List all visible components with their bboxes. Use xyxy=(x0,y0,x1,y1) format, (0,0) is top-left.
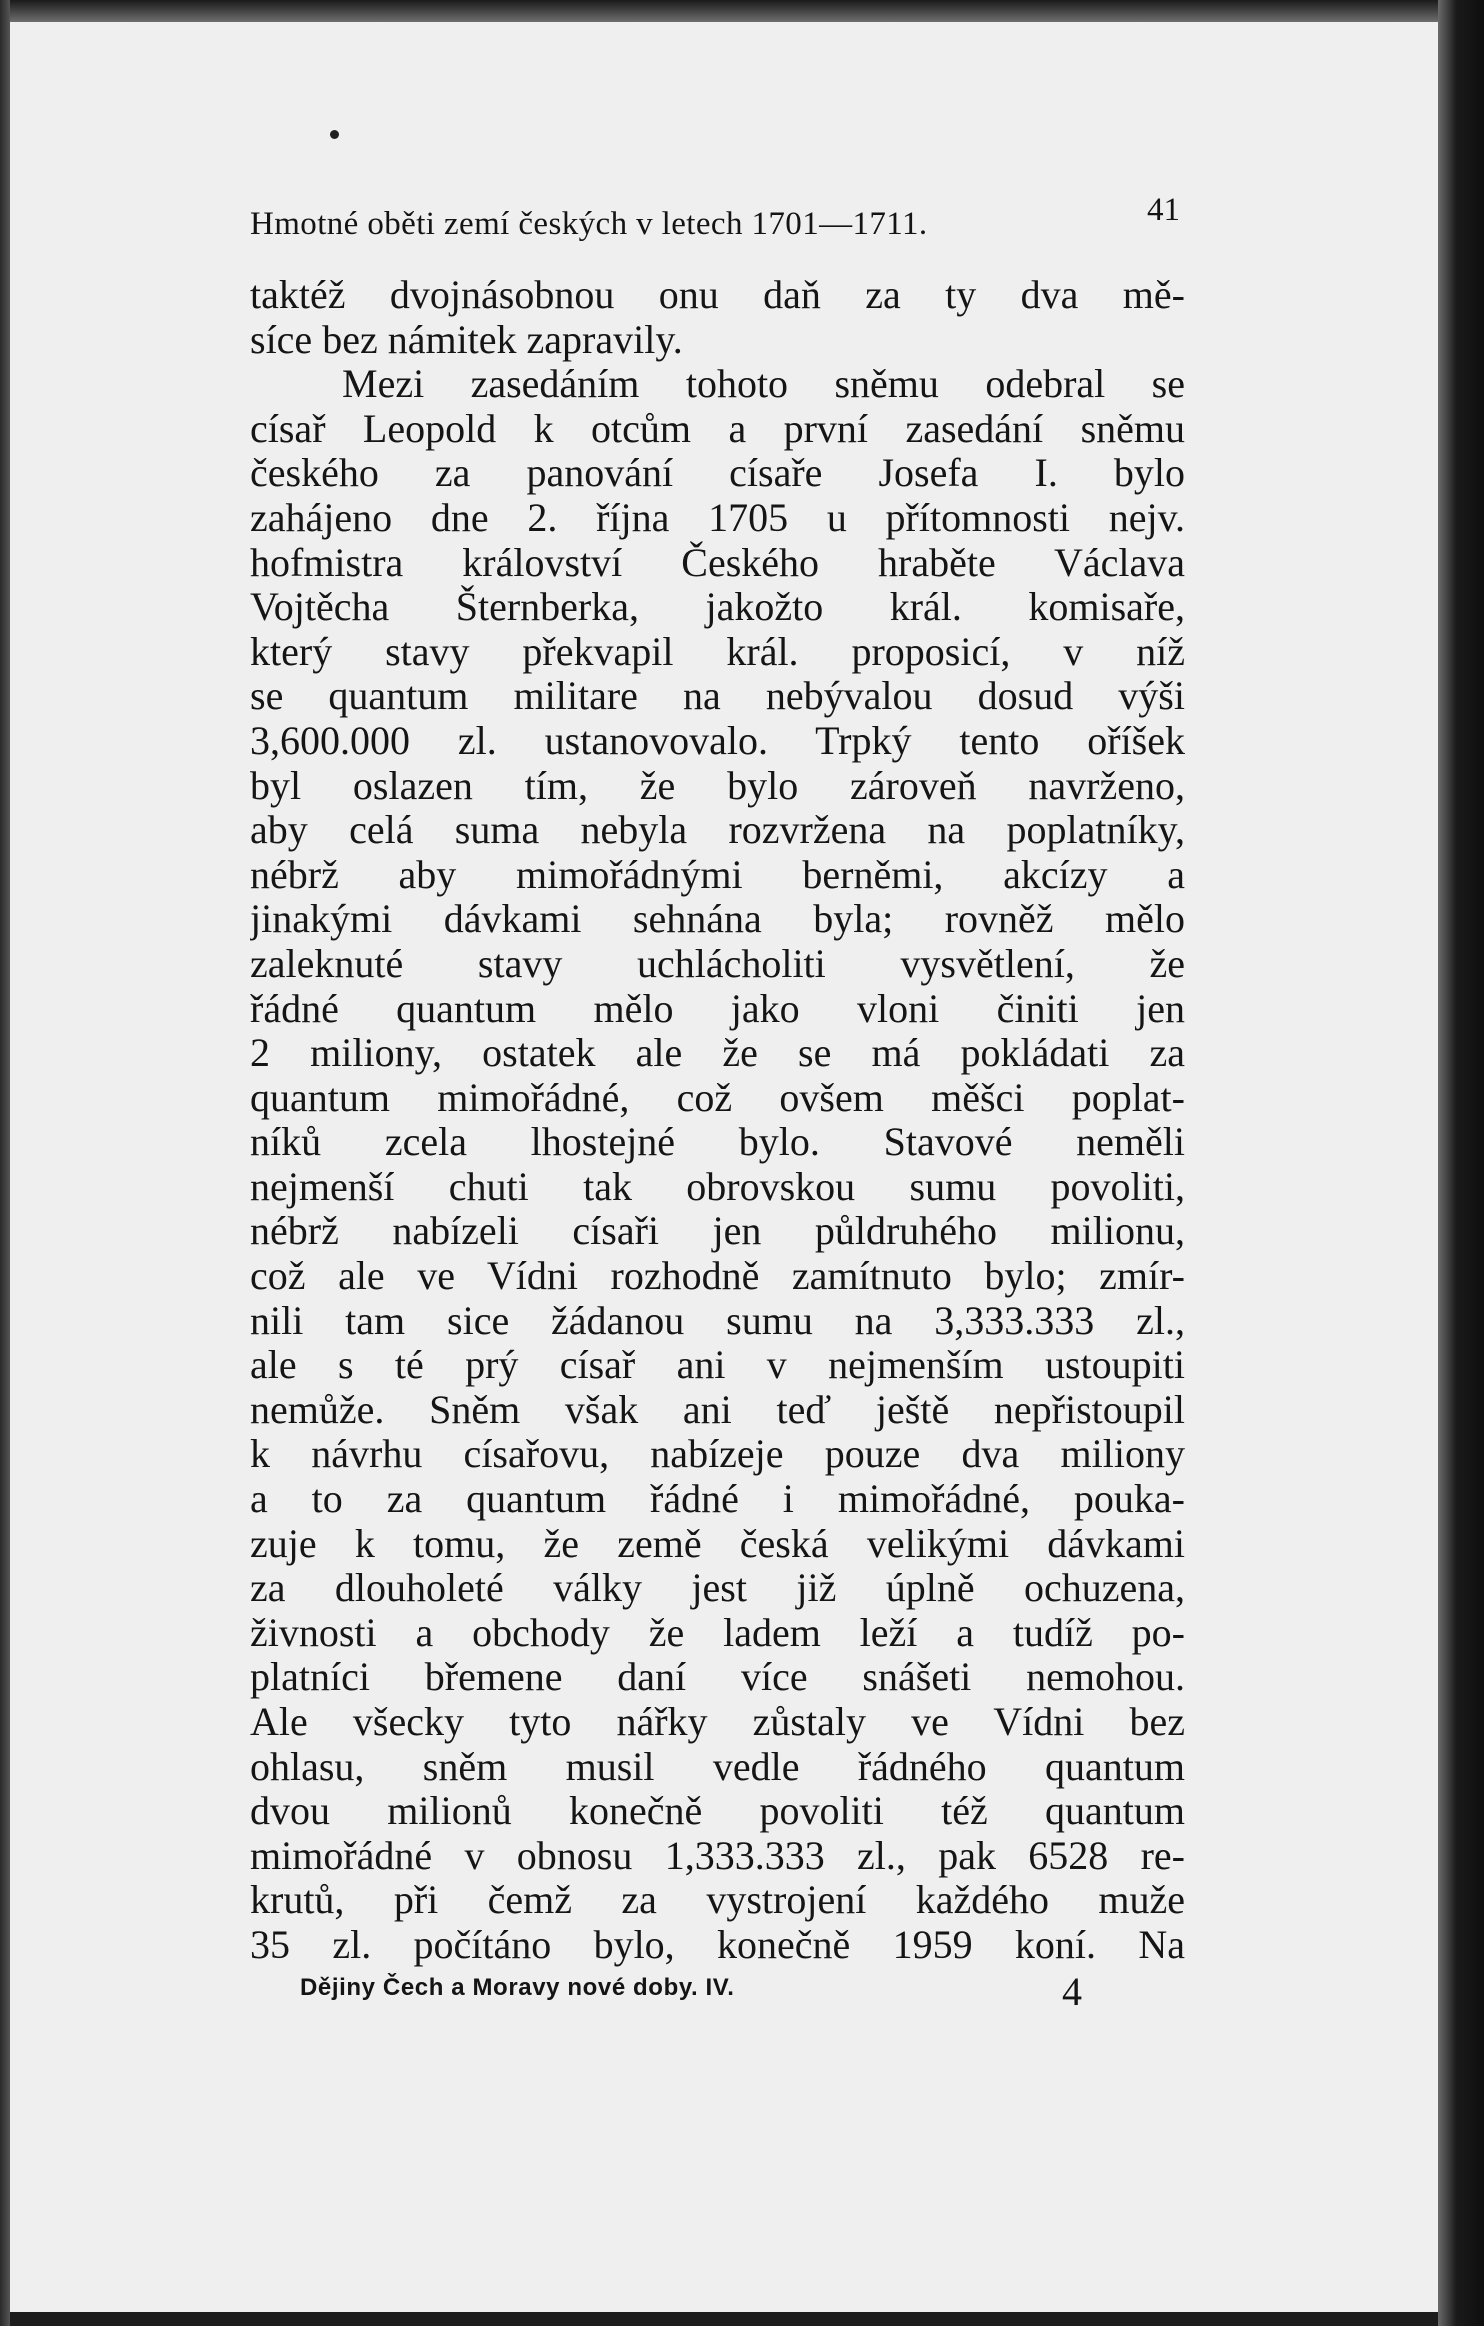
text-line: se quantum militare na nebývalou dosud výši xyxy=(250,674,1185,719)
text-line: Ale všecky tyto nářky zůstaly ve Vídni bez xyxy=(250,1700,1185,1744)
text-line: níků zcela lhostejné bylo. Stavové neměli xyxy=(250,1120,1185,1165)
text-line: síce bez námitek zapravily. xyxy=(250,317,683,362)
text-line: nejmenší chuti tak obrovskou sumu povoliti, xyxy=(250,1164,1185,1209)
text-line: který stavy překvapil král. proposicí, v níž xyxy=(250,629,1185,674)
text-line: císař Leopold k otcům a první zasedání sněmu xyxy=(250,406,1185,451)
text-line: českého za panování císaře Josefa I. bylo xyxy=(250,451,1185,496)
text-line: zuje k tomu, že země česká velikými dávkami xyxy=(250,1521,1185,1566)
text-line: aby celá suma nebyla rozvržena na poplatníky, xyxy=(250,808,1185,853)
text-line: což ale ve Vídni rozhodně zamítnuto bylo; zmír- xyxy=(250,1254,1185,1299)
text-line: dvou milionů konečně povoliti též quantum xyxy=(250,1789,1185,1834)
running-title: Hmotné oběti zemí českých v letech 1701—1711. xyxy=(250,206,928,242)
text-line: mimořádné v obnosu 1,333.333 zl., pak 6528 re- xyxy=(250,1833,1185,1878)
text-line: nébrž aby mimořádnými berněmi, akcízy a xyxy=(250,852,1185,897)
text-line: řádné quantum mělo jako vloni činiti jen xyxy=(250,986,1185,1031)
text-line: 3,600.000 zl. ustanovovalo. Trpký tento oříšek xyxy=(250,718,1185,763)
text-line: 2 miliony, ostatek ale že se má pokládati za xyxy=(250,1031,1185,1076)
text-line: jinakými dávkami sehnána byla; rovněž mělo xyxy=(250,897,1185,942)
text-line: 35 zl. počítáno bylo, konečně 1959 koní. Na xyxy=(250,1922,1185,1967)
text-line: nemůže. Sněm však ani teď ještě nepřistoupil xyxy=(250,1387,1185,1432)
ink-speck xyxy=(330,130,339,139)
text-line: k návrhu císařovu, nabízeje pouze dva miliony xyxy=(250,1432,1185,1477)
text-line: krutů, při čemž za vystrojení každého muže xyxy=(250,1878,1185,1923)
text-line: Mezi zasedáním tohoto sněmu odebral se xyxy=(342,362,1185,407)
scan-edge-top xyxy=(0,0,1484,22)
page-footer xyxy=(300,1968,1100,2018)
page-number: 41 xyxy=(1147,192,1180,228)
text-line: za dlouholeté války jest již úplně ochuzena, xyxy=(250,1566,1185,1611)
text-line: zaleknuté stavy uchlácholiti vysvětlení, že xyxy=(250,941,1185,986)
text-line: zahájeno dne 2. října 1705 u přítomnosti nejv. xyxy=(250,495,1185,540)
text-line: ohlasu, sněm musil vedle řádného quantum xyxy=(250,1744,1185,1789)
running-header xyxy=(250,192,1190,250)
text-line: byl oslazen tím, že bylo zároveň navrženo, xyxy=(250,763,1185,808)
text-line: nébrž nabízeli císaři jen půldruhého milionu, xyxy=(250,1209,1185,1254)
text-line: taktéž dvojnásobnou onu daň za ty dva mě- xyxy=(250,273,1185,317)
signature-mark: Dějiny Čech a Moravy nové doby. IV. xyxy=(300,1974,735,2001)
scan-edge-right xyxy=(1438,0,1484,2326)
text-line: ale s té prý císař ani v nejmenším ustoupiti xyxy=(250,1343,1185,1388)
text-line: platníci břemene daní více snášeti nemohou. xyxy=(250,1655,1185,1700)
scan-edge-left xyxy=(0,0,10,2326)
text-line: živnosti a obchody že ladem leží a tudíž po- xyxy=(250,1610,1185,1655)
body-text xyxy=(250,273,1185,1968)
text-line: nili tam sice žádanou sumu na 3,333.333 zl., xyxy=(250,1298,1185,1343)
text-line: hofmistra království Českého hraběte Václava xyxy=(250,540,1185,585)
text-line: quantum mimořádné, což ovšem měšci poplat- xyxy=(250,1075,1185,1120)
sheet-number: 4 xyxy=(1062,1969,1082,2014)
text-line: a to za quantum řádné i mimořádné, pouka- xyxy=(250,1477,1185,1522)
text-line: Vojtěcha Šternberka, jakožto král. komisaře, xyxy=(250,585,1185,630)
